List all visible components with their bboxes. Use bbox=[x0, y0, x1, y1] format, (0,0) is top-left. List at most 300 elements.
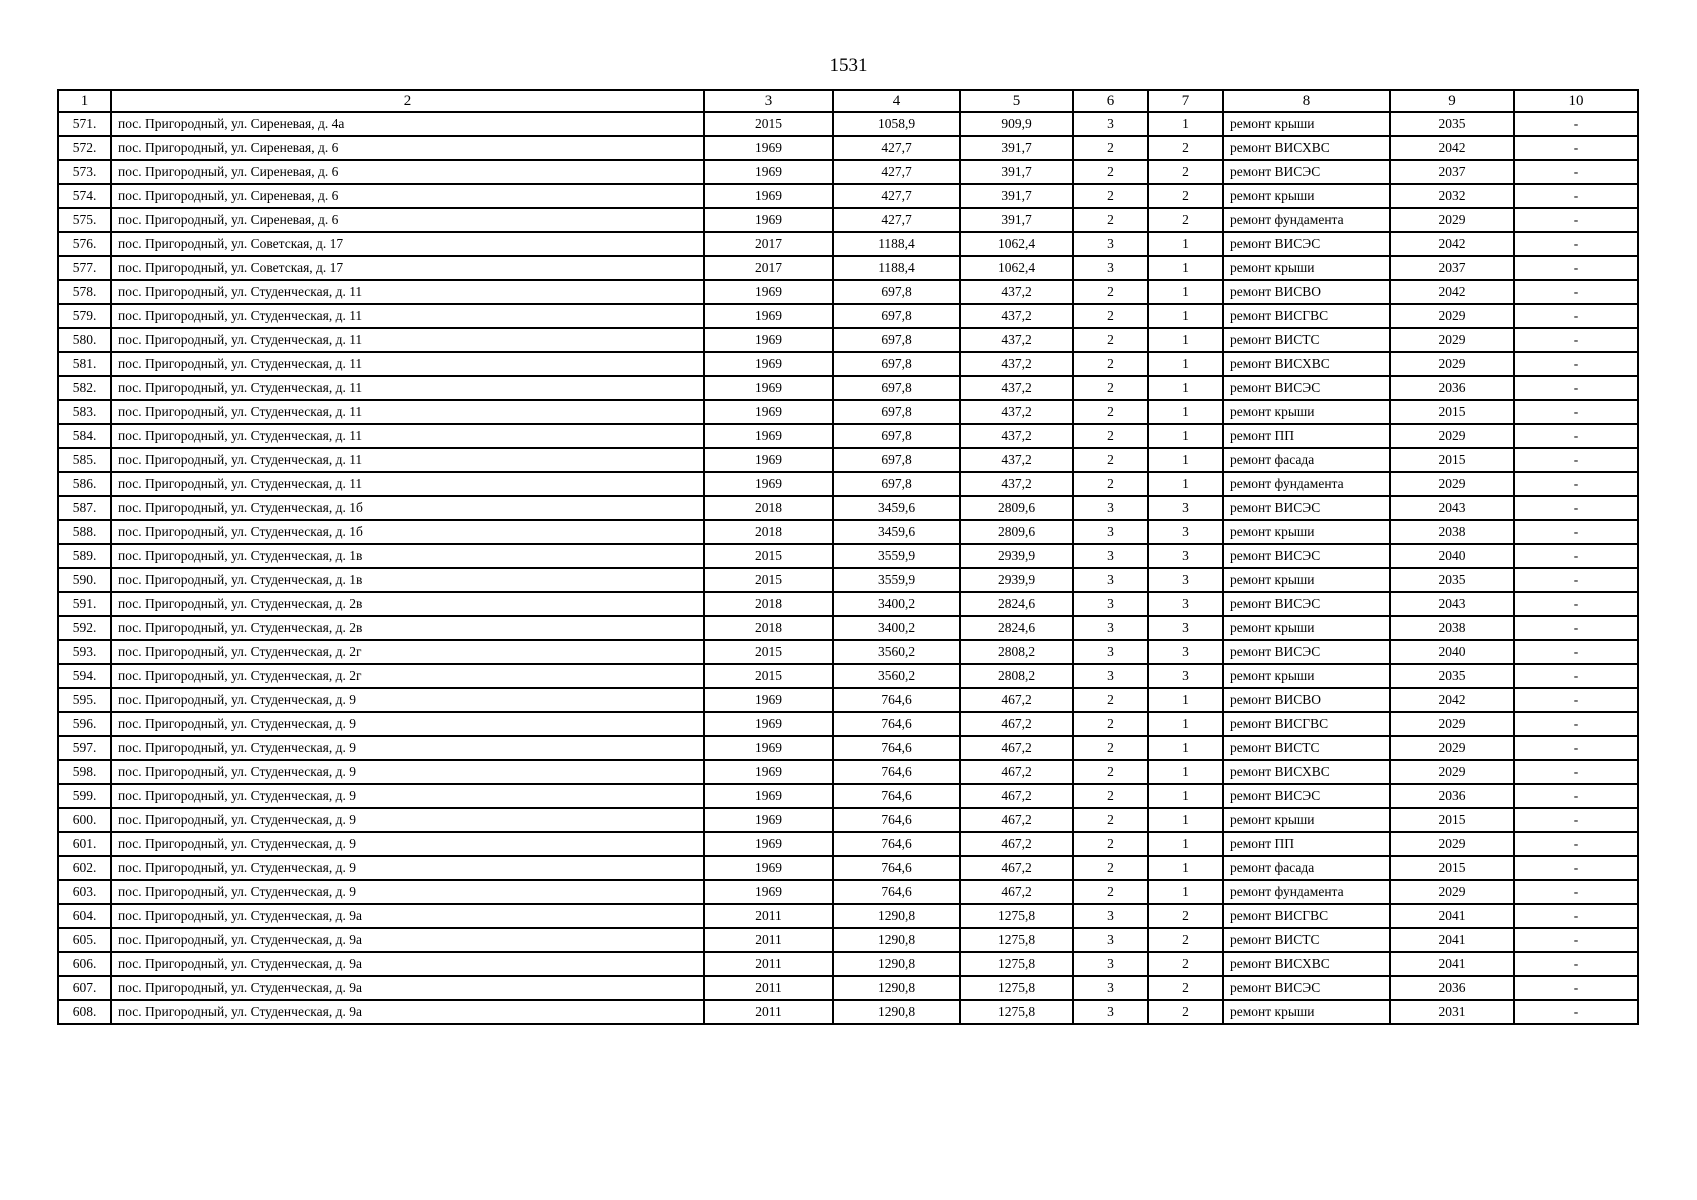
entrances-cell: 3 bbox=[1148, 496, 1223, 520]
work-type-cell: ремонт ВИСГВС bbox=[1223, 712, 1390, 736]
planned-year-cell: 2041 bbox=[1390, 928, 1514, 952]
entrances-cell: 2 bbox=[1148, 1000, 1223, 1024]
work-type-cell: ремонт ВИСЭС bbox=[1223, 160, 1390, 184]
entrances-cell: 1 bbox=[1148, 880, 1223, 904]
row-number-cell: 606. bbox=[58, 952, 111, 976]
total-area-cell: 764,6 bbox=[833, 736, 960, 760]
living-area-cell: 391,7 bbox=[960, 136, 1073, 160]
table-row bbox=[58, 208, 1638, 232]
row-number-cell: 591. bbox=[58, 592, 111, 616]
table-row bbox=[58, 280, 1638, 304]
floors-cell: 2 bbox=[1073, 280, 1148, 304]
planned-year-cell: 2029 bbox=[1390, 760, 1514, 784]
table-row bbox=[58, 328, 1638, 352]
floors-cell: 3 bbox=[1073, 1000, 1148, 1024]
total-area-cell: 1290,8 bbox=[833, 976, 960, 1000]
planned-year-cell: 2042 bbox=[1390, 232, 1514, 256]
address-cell: пос. Пригородный, ул. Студенческая, д. 11 bbox=[111, 448, 704, 472]
table-row bbox=[58, 976, 1638, 1000]
planned-year-cell: 2029 bbox=[1390, 736, 1514, 760]
floors-cell: 2 bbox=[1073, 760, 1148, 784]
planned-year-cell: 2029 bbox=[1390, 304, 1514, 328]
work-type-cell: ремонт ВИСТС bbox=[1223, 928, 1390, 952]
work-type-cell: ремонт крыши bbox=[1223, 400, 1390, 424]
living-area-cell: 1275,8 bbox=[960, 928, 1073, 952]
note-cell: - bbox=[1514, 424, 1638, 448]
floors-cell: 2 bbox=[1073, 136, 1148, 160]
floors-cell: 3 bbox=[1073, 616, 1148, 640]
work-type-cell: ремонт ПП bbox=[1223, 424, 1390, 448]
note-cell: - bbox=[1514, 328, 1638, 352]
planned-year-cell: 2015 bbox=[1390, 400, 1514, 424]
entrances-cell: 2 bbox=[1148, 160, 1223, 184]
entrances-cell: 1 bbox=[1148, 712, 1223, 736]
address-cell: пос. Пригородный, ул. Советская, д. 17 bbox=[111, 232, 704, 256]
note-cell: - bbox=[1514, 640, 1638, 664]
floors-cell: 3 bbox=[1073, 568, 1148, 592]
year-built-cell: 2015 bbox=[704, 112, 833, 136]
address-cell: пос. Пригородный, ул. Студенческая, д. 11 bbox=[111, 280, 704, 304]
planned-year-cell: 2038 bbox=[1390, 616, 1514, 640]
floors-cell: 2 bbox=[1073, 208, 1148, 232]
note-cell: - bbox=[1514, 544, 1638, 568]
year-built-cell: 1969 bbox=[704, 208, 833, 232]
table-row bbox=[58, 952, 1638, 976]
table-body bbox=[58, 112, 1638, 1024]
column-header-6: 6 bbox=[1073, 90, 1148, 112]
living-area-cell: 2808,2 bbox=[960, 664, 1073, 688]
floors-cell: 2 bbox=[1073, 784, 1148, 808]
planned-year-cell: 2037 bbox=[1390, 160, 1514, 184]
table-row bbox=[58, 256, 1638, 280]
year-built-cell: 2015 bbox=[704, 664, 833, 688]
note-cell: - bbox=[1514, 856, 1638, 880]
planned-year-cell: 2029 bbox=[1390, 208, 1514, 232]
work-type-cell: ремонт ВИСГВС bbox=[1223, 304, 1390, 328]
total-area-cell: 427,7 bbox=[833, 208, 960, 232]
work-type-cell: ремонт ВИСХВС bbox=[1223, 760, 1390, 784]
address-cell: пос. Пригородный, ул. Сиреневая, д. 6 bbox=[111, 184, 704, 208]
address-cell: пос. Пригородный, ул. Студенческая, д. 9 bbox=[111, 808, 704, 832]
planned-year-cell: 2015 bbox=[1390, 448, 1514, 472]
work-type-cell: ремонт ВИСХВС bbox=[1223, 352, 1390, 376]
work-type-cell: ремонт ВИСХВС bbox=[1223, 136, 1390, 160]
total-area-cell: 1290,8 bbox=[833, 904, 960, 928]
living-area-cell: 437,2 bbox=[960, 448, 1073, 472]
work-type-cell: ремонт ВИСТС bbox=[1223, 736, 1390, 760]
year-built-cell: 1969 bbox=[704, 712, 833, 736]
planned-year-cell: 2043 bbox=[1390, 496, 1514, 520]
row-number-cell: 577. bbox=[58, 256, 111, 280]
address-cell: пос. Пригородный, ул. Студенческая, д. 9а bbox=[111, 976, 704, 1000]
work-type-cell: ремонт ВИСЭС bbox=[1223, 376, 1390, 400]
living-area-cell: 2939,9 bbox=[960, 544, 1073, 568]
total-area-cell: 3400,2 bbox=[833, 616, 960, 640]
floors-cell: 2 bbox=[1073, 856, 1148, 880]
year-built-cell: 1969 bbox=[704, 328, 833, 352]
note-cell: - bbox=[1514, 736, 1638, 760]
living-area-cell: 1275,8 bbox=[960, 976, 1073, 1000]
floors-cell: 2 bbox=[1073, 160, 1148, 184]
year-built-cell: 1969 bbox=[704, 784, 833, 808]
total-area-cell: 3559,9 bbox=[833, 568, 960, 592]
address-cell: пос. Пригородный, ул. Студенческая, д. 9 bbox=[111, 856, 704, 880]
living-area-cell: 467,2 bbox=[960, 688, 1073, 712]
row-number-cell: 588. bbox=[58, 520, 111, 544]
living-area-cell: 437,2 bbox=[960, 472, 1073, 496]
table-row bbox=[58, 400, 1638, 424]
note-cell: - bbox=[1514, 784, 1638, 808]
table-row bbox=[58, 376, 1638, 400]
row-number-cell: 596. bbox=[58, 712, 111, 736]
entrances-cell: 1 bbox=[1148, 760, 1223, 784]
table-row bbox=[58, 568, 1638, 592]
header-row bbox=[58, 90, 1638, 112]
year-built-cell: 1969 bbox=[704, 160, 833, 184]
note-cell: - bbox=[1514, 904, 1638, 928]
address-cell: пос. Пригородный, ул. Студенческая, д. 11 bbox=[111, 304, 704, 328]
address-cell: пос. Пригородный, ул. Студенческая, д. 1в bbox=[111, 544, 704, 568]
planned-year-cell: 2029 bbox=[1390, 328, 1514, 352]
note-cell: - bbox=[1514, 880, 1638, 904]
planned-year-cell: 2036 bbox=[1390, 784, 1514, 808]
column-header-2: 2 bbox=[111, 90, 704, 112]
planned-year-cell: 2040 bbox=[1390, 640, 1514, 664]
note-cell: - bbox=[1514, 520, 1638, 544]
note-cell: - bbox=[1514, 688, 1638, 712]
planned-year-cell: 2029 bbox=[1390, 472, 1514, 496]
total-area-cell: 427,7 bbox=[833, 184, 960, 208]
note-cell: - bbox=[1514, 280, 1638, 304]
total-area-cell: 427,7 bbox=[833, 136, 960, 160]
entrances-cell: 3 bbox=[1148, 568, 1223, 592]
year-built-cell: 1969 bbox=[704, 280, 833, 304]
address-cell: пос. Пригородный, ул. Студенческая, д. 9 bbox=[111, 784, 704, 808]
note-cell: - bbox=[1514, 400, 1638, 424]
column-header-8: 8 bbox=[1223, 90, 1390, 112]
work-type-cell: ремонт ВИСХВС bbox=[1223, 952, 1390, 976]
table-row bbox=[58, 472, 1638, 496]
living-area-cell: 467,2 bbox=[960, 880, 1073, 904]
floors-cell: 2 bbox=[1073, 304, 1148, 328]
work-type-cell: ремонт крыши bbox=[1223, 616, 1390, 640]
year-built-cell: 1969 bbox=[704, 736, 833, 760]
planned-year-cell: 2041 bbox=[1390, 952, 1514, 976]
total-area-cell: 697,8 bbox=[833, 376, 960, 400]
entrances-cell: 2 bbox=[1148, 976, 1223, 1000]
address-cell: пос. Пригородный, ул. Студенческая, д. 11 bbox=[111, 400, 704, 424]
work-type-cell: ремонт крыши bbox=[1223, 184, 1390, 208]
row-number-cell: 590. bbox=[58, 568, 111, 592]
table-row bbox=[58, 304, 1638, 328]
floors-cell: 3 bbox=[1073, 592, 1148, 616]
row-number-cell: 598. bbox=[58, 760, 111, 784]
floors-cell: 2 bbox=[1073, 832, 1148, 856]
table-row bbox=[58, 424, 1638, 448]
note-cell: - bbox=[1514, 496, 1638, 520]
living-area-cell: 437,2 bbox=[960, 352, 1073, 376]
table-row bbox=[58, 1000, 1638, 1024]
year-built-cell: 2018 bbox=[704, 520, 833, 544]
row-number-cell: 584. bbox=[58, 424, 111, 448]
floors-cell: 2 bbox=[1073, 448, 1148, 472]
year-built-cell: 2018 bbox=[704, 496, 833, 520]
table-row bbox=[58, 496, 1638, 520]
entrances-cell: 1 bbox=[1148, 280, 1223, 304]
living-area-cell: 1062,4 bbox=[960, 256, 1073, 280]
work-type-cell: ремонт ВИСЭС bbox=[1223, 592, 1390, 616]
floors-cell: 2 bbox=[1073, 808, 1148, 832]
table-row bbox=[58, 160, 1638, 184]
entrances-cell: 1 bbox=[1148, 784, 1223, 808]
row-number-cell: 602. bbox=[58, 856, 111, 880]
floors-cell: 2 bbox=[1073, 712, 1148, 736]
floors-cell: 2 bbox=[1073, 880, 1148, 904]
address-cell: пос. Пригородный, ул. Студенческая, д. 11 bbox=[111, 376, 704, 400]
table-row bbox=[58, 232, 1638, 256]
column-header-7: 7 bbox=[1148, 90, 1223, 112]
year-built-cell: 1969 bbox=[704, 304, 833, 328]
entrances-cell: 2 bbox=[1148, 184, 1223, 208]
planned-year-cell: 2040 bbox=[1390, 544, 1514, 568]
column-header-3: 3 bbox=[704, 90, 833, 112]
entrances-cell: 2 bbox=[1148, 208, 1223, 232]
table-row bbox=[58, 592, 1638, 616]
living-area-cell: 467,2 bbox=[960, 856, 1073, 880]
year-built-cell: 2011 bbox=[704, 1000, 833, 1024]
note-cell: - bbox=[1514, 184, 1638, 208]
entrances-cell: 3 bbox=[1148, 664, 1223, 688]
total-area-cell: 697,8 bbox=[833, 472, 960, 496]
total-area-cell: 697,8 bbox=[833, 280, 960, 304]
work-type-cell: ремонт фасада bbox=[1223, 856, 1390, 880]
address-cell: пос. Пригородный, ул. Студенческая, д. 11 bbox=[111, 352, 704, 376]
row-number-cell: 603. bbox=[58, 880, 111, 904]
year-built-cell: 2017 bbox=[704, 256, 833, 280]
planned-year-cell: 2029 bbox=[1390, 424, 1514, 448]
row-number-cell: 605. bbox=[58, 928, 111, 952]
year-built-cell: 1969 bbox=[704, 832, 833, 856]
note-cell: - bbox=[1514, 592, 1638, 616]
living-area-cell: 2939,9 bbox=[960, 568, 1073, 592]
total-area-cell: 697,8 bbox=[833, 304, 960, 328]
floors-cell: 3 bbox=[1073, 232, 1148, 256]
address-cell: пос. Пригородный, ул. Студенческая, д. 2г bbox=[111, 640, 704, 664]
living-area-cell: 1062,4 bbox=[960, 232, 1073, 256]
year-built-cell: 2018 bbox=[704, 616, 833, 640]
note-cell: - bbox=[1514, 208, 1638, 232]
address-cell: пос. Пригородный, ул. Студенческая, д. 9а bbox=[111, 952, 704, 976]
work-type-cell: ремонт ВИСЭС bbox=[1223, 496, 1390, 520]
total-area-cell: 697,8 bbox=[833, 328, 960, 352]
table-row bbox=[58, 448, 1638, 472]
living-area-cell: 437,2 bbox=[960, 280, 1073, 304]
address-cell: пос. Пригородный, ул. Студенческая, д. 2в bbox=[111, 616, 704, 640]
work-type-cell: ремонт ВИСЭС bbox=[1223, 640, 1390, 664]
total-area-cell: 764,6 bbox=[833, 784, 960, 808]
entrances-cell: 3 bbox=[1148, 544, 1223, 568]
living-area-cell: 2808,2 bbox=[960, 640, 1073, 664]
floors-cell: 3 bbox=[1073, 976, 1148, 1000]
entrances-cell: 1 bbox=[1148, 448, 1223, 472]
total-area-cell: 3459,6 bbox=[833, 496, 960, 520]
table-row bbox=[58, 352, 1638, 376]
note-cell: - bbox=[1514, 304, 1638, 328]
living-area-cell: 391,7 bbox=[960, 160, 1073, 184]
floors-cell: 3 bbox=[1073, 496, 1148, 520]
living-area-cell: 1275,8 bbox=[960, 952, 1073, 976]
row-number-cell: 587. bbox=[58, 496, 111, 520]
floors-cell: 3 bbox=[1073, 544, 1148, 568]
planned-year-cell: 2041 bbox=[1390, 904, 1514, 928]
planned-year-cell: 2035 bbox=[1390, 568, 1514, 592]
living-area-cell: 1275,8 bbox=[960, 1000, 1073, 1024]
row-number-cell: 594. bbox=[58, 664, 111, 688]
planned-year-cell: 2037 bbox=[1390, 256, 1514, 280]
floors-cell: 3 bbox=[1073, 520, 1148, 544]
table-row bbox=[58, 880, 1638, 904]
table-row bbox=[58, 544, 1638, 568]
year-built-cell: 2017 bbox=[704, 232, 833, 256]
living-area-cell: 391,7 bbox=[960, 208, 1073, 232]
year-built-cell: 1969 bbox=[704, 448, 833, 472]
entrances-cell: 1 bbox=[1148, 736, 1223, 760]
table-row bbox=[58, 688, 1638, 712]
total-area-cell: 1290,8 bbox=[833, 928, 960, 952]
table-row bbox=[58, 664, 1638, 688]
floors-cell: 2 bbox=[1073, 472, 1148, 496]
planned-year-cell: 2029 bbox=[1390, 352, 1514, 376]
column-header-10: 10 bbox=[1514, 90, 1638, 112]
row-number-cell: 597. bbox=[58, 736, 111, 760]
table-row bbox=[58, 856, 1638, 880]
entrances-cell: 1 bbox=[1148, 352, 1223, 376]
table-row bbox=[58, 832, 1638, 856]
total-area-cell: 1290,8 bbox=[833, 952, 960, 976]
work-type-cell: ремонт ВИСЭС bbox=[1223, 544, 1390, 568]
address-cell: пос. Пригородный, ул. Студенческая, д. 9 bbox=[111, 736, 704, 760]
living-area-cell: 467,2 bbox=[960, 760, 1073, 784]
address-cell: пос. Пригородный, ул. Сиреневая, д. 6 bbox=[111, 208, 704, 232]
column-header-9: 9 bbox=[1390, 90, 1514, 112]
floors-cell: 3 bbox=[1073, 112, 1148, 136]
floors-cell: 3 bbox=[1073, 904, 1148, 928]
living-area-cell: 1275,8 bbox=[960, 904, 1073, 928]
entrances-cell: 1 bbox=[1148, 256, 1223, 280]
total-area-cell: 697,8 bbox=[833, 424, 960, 448]
entrances-cell: 1 bbox=[1148, 232, 1223, 256]
year-built-cell: 2015 bbox=[704, 544, 833, 568]
floors-cell: 2 bbox=[1073, 184, 1148, 208]
living-area-cell: 909,9 bbox=[960, 112, 1073, 136]
total-area-cell: 764,6 bbox=[833, 856, 960, 880]
living-area-cell: 437,2 bbox=[960, 304, 1073, 328]
row-number-cell: 589. bbox=[58, 544, 111, 568]
note-cell: - bbox=[1514, 256, 1638, 280]
work-type-cell: ремонт фундамента bbox=[1223, 472, 1390, 496]
total-area-cell: 3560,2 bbox=[833, 664, 960, 688]
entrances-cell: 1 bbox=[1148, 688, 1223, 712]
year-built-cell: 2011 bbox=[704, 928, 833, 952]
year-built-cell: 1969 bbox=[704, 880, 833, 904]
address-cell: пос. Пригородный, ул. Студенческая, д. 11 bbox=[111, 424, 704, 448]
row-number-cell: 600. bbox=[58, 808, 111, 832]
address-cell: пос. Пригородный, ул. Студенческая, д. 9 bbox=[111, 880, 704, 904]
planned-year-cell: 2015 bbox=[1390, 856, 1514, 880]
row-number-cell: 581. bbox=[58, 352, 111, 376]
row-number-cell: 572. bbox=[58, 136, 111, 160]
year-built-cell: 1969 bbox=[704, 472, 833, 496]
planned-year-cell: 2036 bbox=[1390, 976, 1514, 1000]
work-type-cell: ремонт ПП bbox=[1223, 832, 1390, 856]
repair-schedule-table bbox=[57, 89, 1639, 1025]
note-cell: - bbox=[1514, 352, 1638, 376]
row-number-cell: 574. bbox=[58, 184, 111, 208]
row-number-cell: 608. bbox=[58, 1000, 111, 1024]
planned-year-cell: 2042 bbox=[1390, 136, 1514, 160]
floors-cell: 2 bbox=[1073, 688, 1148, 712]
work-type-cell: ремонт фасада bbox=[1223, 448, 1390, 472]
year-built-cell: 1969 bbox=[704, 376, 833, 400]
total-area-cell: 764,6 bbox=[833, 832, 960, 856]
year-built-cell: 1969 bbox=[704, 352, 833, 376]
row-number-cell: 599. bbox=[58, 784, 111, 808]
address-cell: пос. Пригородный, ул. Студенческая, д. 2в bbox=[111, 592, 704, 616]
address-cell: пос. Пригородный, ул. Студенческая, д. 9 bbox=[111, 760, 704, 784]
table-row bbox=[58, 808, 1638, 832]
floors-cell: 2 bbox=[1073, 736, 1148, 760]
column-header-5: 5 bbox=[960, 90, 1073, 112]
year-built-cell: 1969 bbox=[704, 184, 833, 208]
table-row bbox=[58, 112, 1638, 136]
year-built-cell: 2011 bbox=[704, 952, 833, 976]
table-row bbox=[58, 928, 1638, 952]
row-number-cell: 593. bbox=[58, 640, 111, 664]
floors-cell: 3 bbox=[1073, 952, 1148, 976]
table-row bbox=[58, 616, 1638, 640]
entrances-cell: 1 bbox=[1148, 808, 1223, 832]
work-type-cell: ремонт ВИСТС bbox=[1223, 328, 1390, 352]
table-row bbox=[58, 736, 1638, 760]
row-number-cell: 575. bbox=[58, 208, 111, 232]
note-cell: - bbox=[1514, 472, 1638, 496]
year-built-cell: 1969 bbox=[704, 856, 833, 880]
year-built-cell: 1969 bbox=[704, 688, 833, 712]
total-area-cell: 3459,6 bbox=[833, 520, 960, 544]
year-built-cell: 2011 bbox=[704, 904, 833, 928]
row-number-cell: 592. bbox=[58, 616, 111, 640]
entrances-cell: 3 bbox=[1148, 592, 1223, 616]
floors-cell: 3 bbox=[1073, 256, 1148, 280]
floors-cell: 2 bbox=[1073, 400, 1148, 424]
row-number-cell: 595. bbox=[58, 688, 111, 712]
row-number-cell: 573. bbox=[58, 160, 111, 184]
planned-year-cell: 2029 bbox=[1390, 712, 1514, 736]
table-row bbox=[58, 520, 1638, 544]
year-built-cell: 2015 bbox=[704, 568, 833, 592]
planned-year-cell: 2029 bbox=[1390, 880, 1514, 904]
year-built-cell: 1969 bbox=[704, 400, 833, 424]
note-cell: - bbox=[1514, 664, 1638, 688]
address-cell: пос. Пригородный, ул. Студенческая, д. 9а bbox=[111, 904, 704, 928]
page-number: 1531 bbox=[829, 55, 868, 76]
living-area-cell: 437,2 bbox=[960, 400, 1073, 424]
total-area-cell: 764,6 bbox=[833, 688, 960, 712]
living-area-cell: 467,2 bbox=[960, 832, 1073, 856]
row-number-cell: 604. bbox=[58, 904, 111, 928]
address-cell: пос. Пригородный, ул. Студенческая, д. 1в bbox=[111, 568, 704, 592]
entrances-cell: 1 bbox=[1148, 856, 1223, 880]
